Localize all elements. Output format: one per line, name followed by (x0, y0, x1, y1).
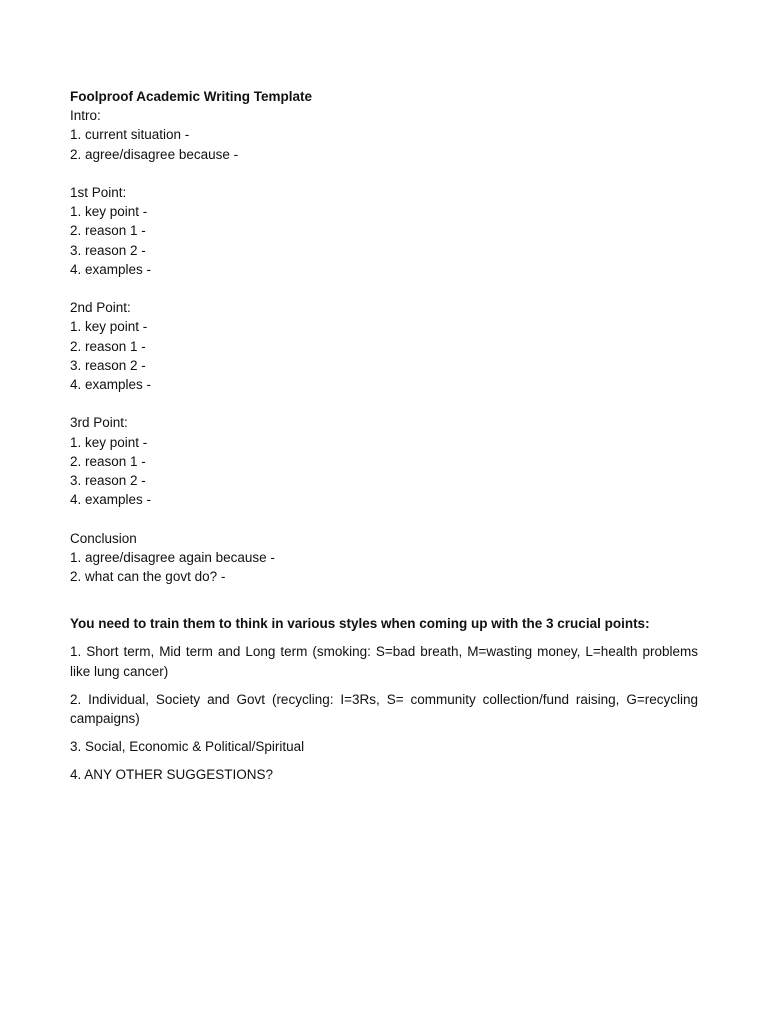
first-point-section (70, 183, 698, 279)
spacer (70, 279, 698, 298)
second-point-item: 1. key point - (70, 319, 148, 335)
first-point-item: 1. key point - (70, 204, 148, 220)
third-point-item: 4. examples - (70, 492, 152, 508)
first-point-item: 2. reason 1 - (70, 223, 146, 239)
suggestion-item: 1. Short term, Mid term and Long term (smoking: S=bad breath, M=wasting money, L=health problems like lung cancer) (70, 644, 698, 679)
first-point-item: 4. examples - (70, 261, 152, 277)
document-title: Foolproof Academic Writing Template (70, 89, 313, 104)
intro-item: 1. current situation - (70, 127, 190, 143)
suggestion-item: 3. Social, Economic & Political/Spiritual (70, 739, 305, 755)
second-point-item: 4. examples - (70, 377, 152, 393)
third-point-item: 1. key point - (70, 434, 148, 450)
third-point-section (70, 413, 698, 509)
intro-item: 2. agree/disagree because - (70, 146, 239, 162)
conclusion-section (70, 529, 698, 587)
spacer (70, 164, 698, 183)
spacer (70, 394, 698, 413)
conclusion-heading: Conclusion (70, 530, 137, 546)
suggestion-item: 4. ANY OTHER SUGGESTIONS? (70, 767, 274, 783)
document-page (70, 87, 698, 794)
first-point-heading: 1st Point: (70, 185, 127, 200)
second-point-section (70, 298, 698, 394)
first-point-item: 3. reason 2 - (70, 242, 146, 258)
suggestions-section (70, 614, 698, 784)
conclusion-item: 1. agree/disagree again because - (70, 549, 275, 565)
suggestion-item: 2. Individual, Society and Govt (recycling: I=3Rs, S= community collection/fund raising, G=recycling campaigns) (70, 691, 698, 727)
third-point-item: 2. reason 1 - (70, 453, 146, 469)
second-point-item: 2. reason 1 - (70, 338, 146, 354)
third-point-heading: 3rd Point: (70, 415, 128, 431)
intro-heading: Intro: (70, 108, 101, 124)
conclusion-item: 2. what can the govt do? - (70, 569, 226, 585)
second-point-item: 3. reason 2 - (70, 357, 146, 373)
intro-section (70, 106, 698, 164)
second-point-heading: 2nd Point: (70, 300, 131, 316)
suggestions-heading: You need to train them to think in various styles when coming up with the 3 crucial points: (70, 616, 650, 632)
third-point-item: 3. reason 2 - (70, 473, 146, 489)
spacer (70, 509, 698, 528)
